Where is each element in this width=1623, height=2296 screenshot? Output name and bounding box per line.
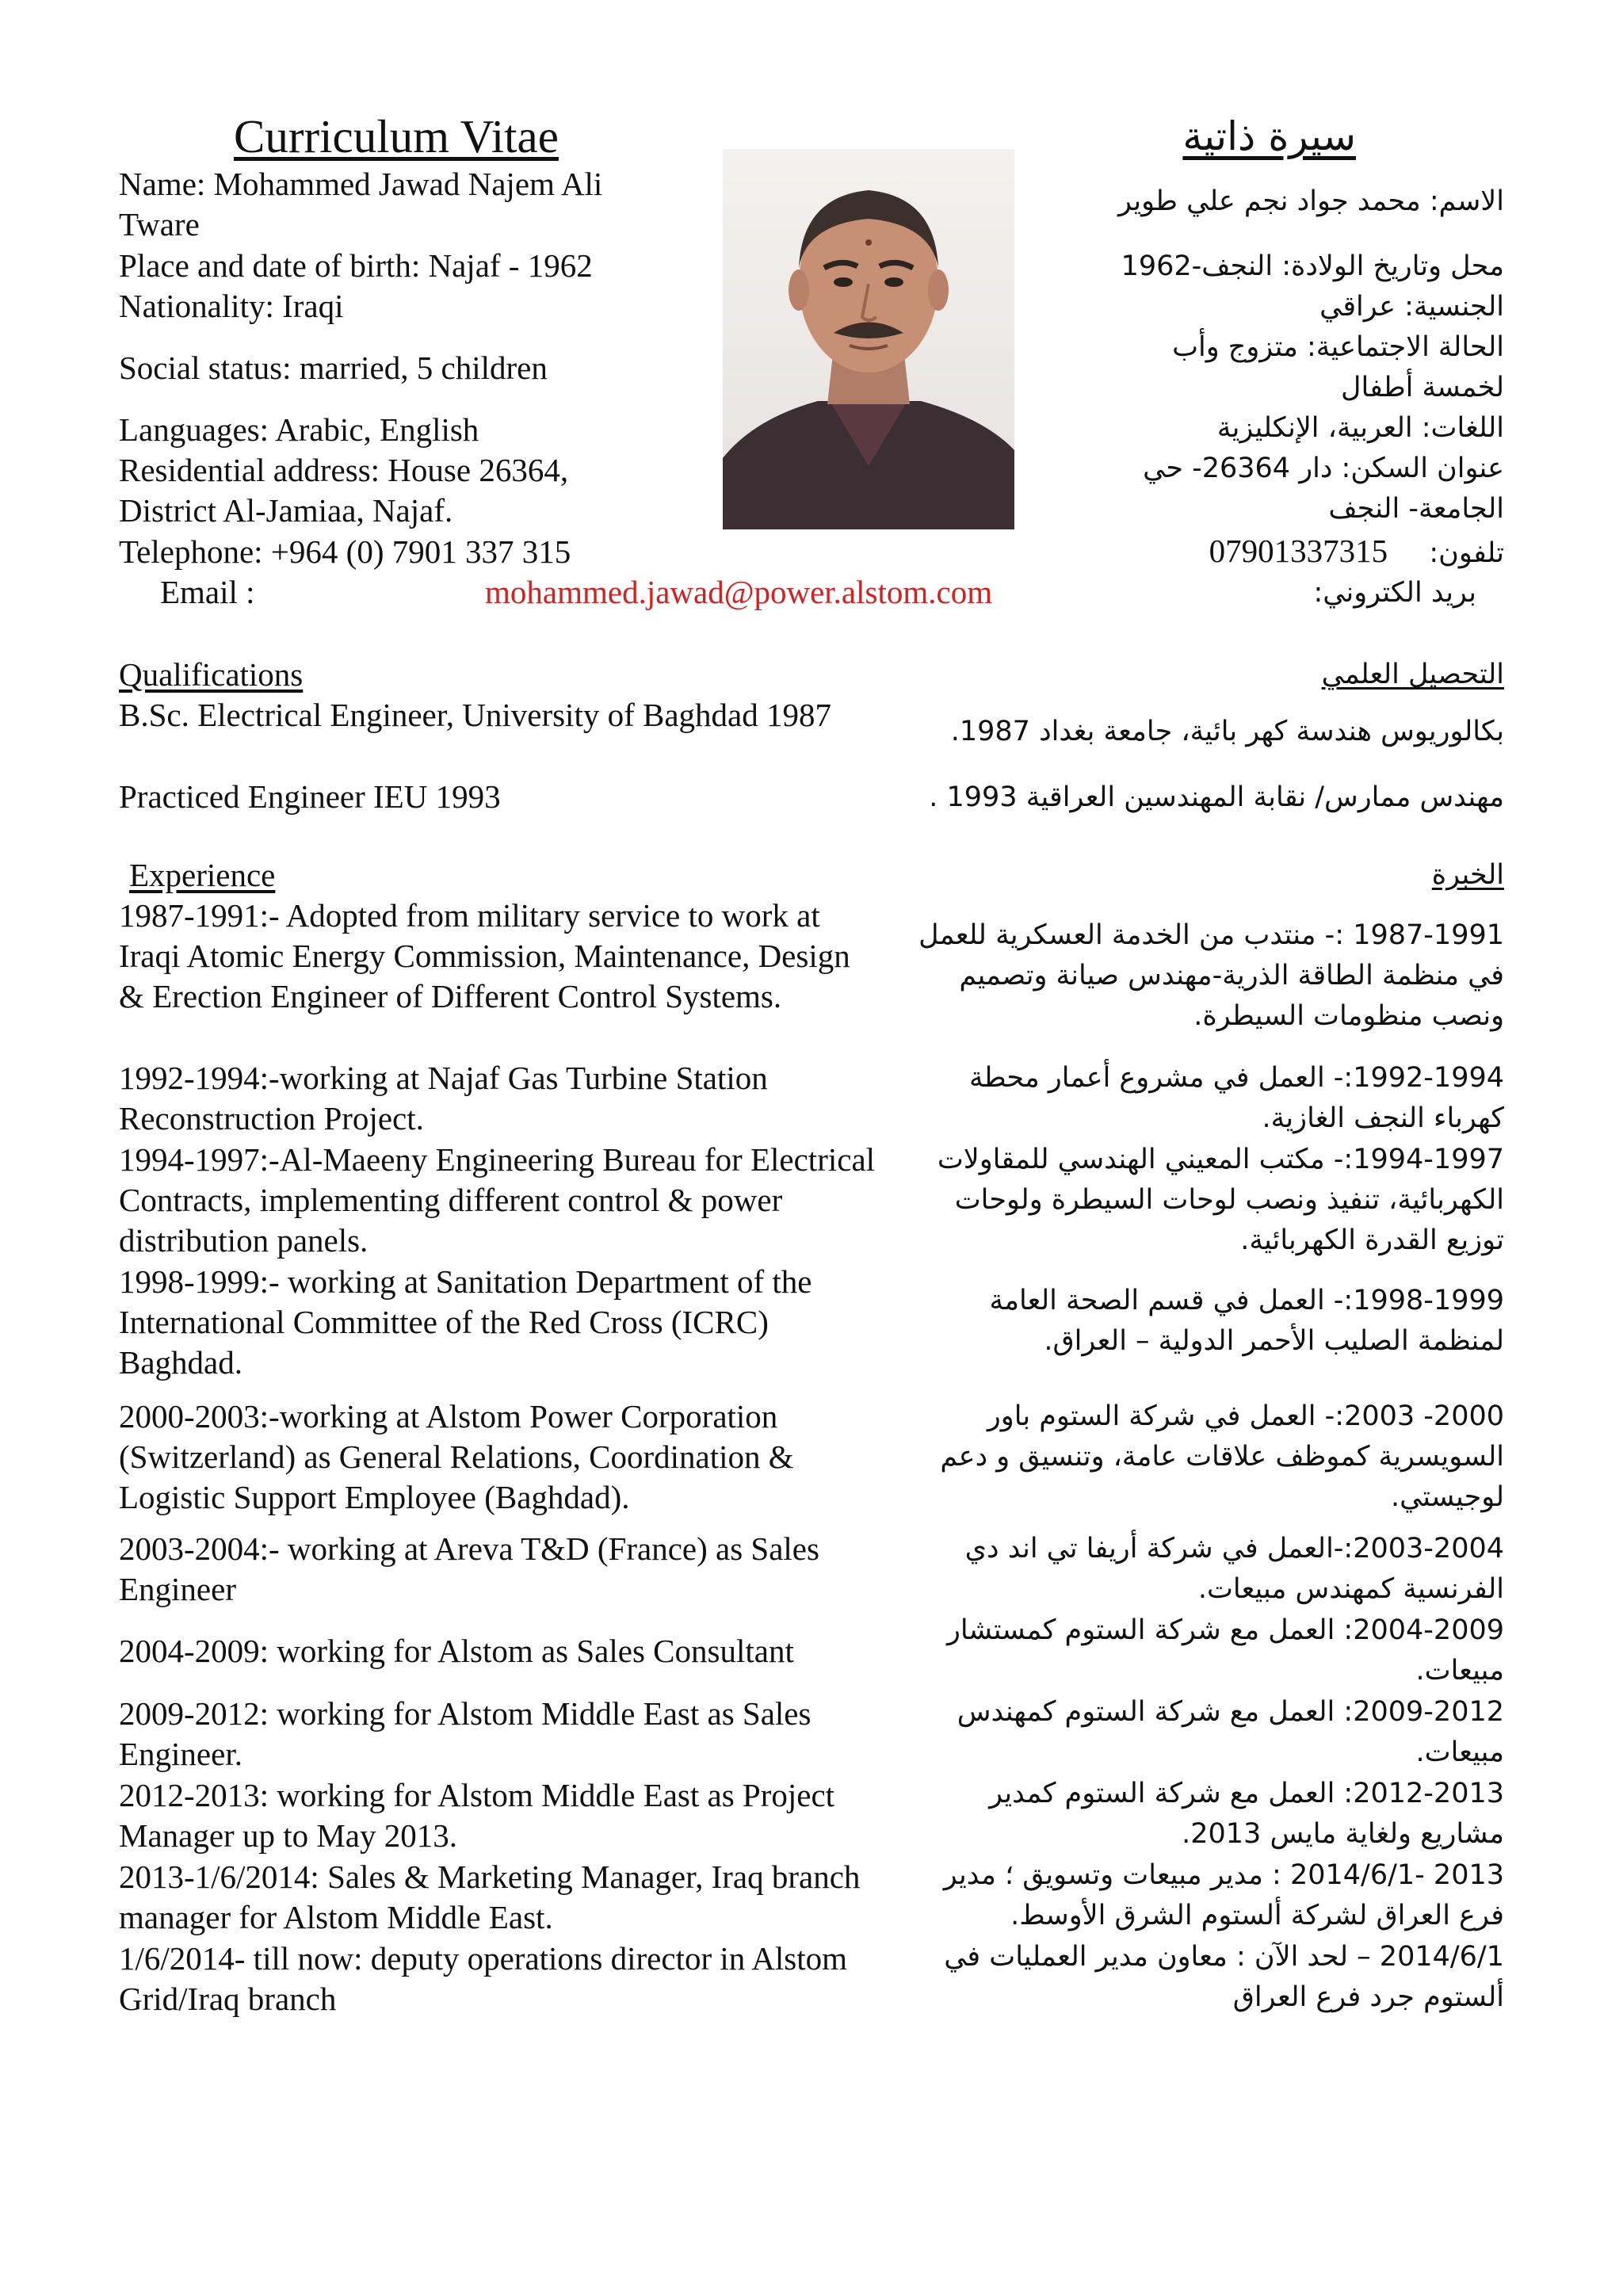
experience-item-ar: 1992-1994:- العمل في مشروع أعمار محطة كهرباء النجف الغازية. — [968, 1062, 1504, 1134]
experience-item-ar: 1994-1997:- مكتب المعيني الهندسي للمقاولات الكهربائية، تنفيذ ونصب لوحات السيطرة ولوحات توزيع القدرة الكهربائية. — [937, 1144, 1504, 1256]
address-ar: عنوان السكن: دار 26364- حي الجامعة- النجف — [1143, 453, 1504, 525]
birth-ar: محل وتاريخ الولادة: النجف-1962 — [1121, 250, 1504, 282]
address-en: Residential address: House 26364, District Al-Jamiaa, Najaf. — [119, 452, 569, 529]
portrait-illustration — [723, 149, 1014, 529]
portrait-photo — [723, 149, 1014, 529]
experience-item-ar: 1987-1991 :- منتدب من الخدمة العسكرية للعمل في منظمة الطاقة الذرية-مهندس صيانة وتصميم ونصب منظومات السيطرة. — [918, 919, 1504, 1032]
birth-en: Place and date of birth: Najaf - 1962 — [119, 247, 593, 284]
experience-item-en: 2012-2013: working for Alstom Middle East as Project Manager up to May 2013. — [119, 1777, 835, 1854]
languages-en: Languages: Arabic, English — [119, 411, 479, 448]
qualifications-heading-ar: التحصيل العلمي — [1321, 659, 1504, 690]
social-status-ar: الحالة الاجتماعية: متزوج وأب لخمسة أطفال — [1172, 331, 1504, 403]
experience-item-ar: 2009-2012: العمل مع شركة الستوم كمهندس مبيعات. — [957, 1696, 1504, 1768]
email-link[interactable]: mohammed.jawad@power.alstom.com — [485, 574, 993, 610]
experience-item-ar: 2014/6/1 – لحد الآن : معاون مدير العمليات في ألستوم جرد فرع العراق — [944, 1941, 1504, 2013]
experience-item-en: 1987-1991:- Adopted from military service to work at Iraqi Atomic Energy Commission, Maintenance, Design & Erection Engineer of Different Control Systems. — [119, 897, 850, 1014]
experience-item-ar: 1998-1999:- العمل في قسم الصحة العامة لمنظمة الصليب الأحمر الدولية – العراق. — [989, 1285, 1504, 1357]
experience-item-en: 2009-2012: working for Alstom Middle East as Sales Engineer. — [119, 1695, 812, 1772]
social-status-en: Social status: married, 5 children — [119, 350, 548, 386]
telephone-number-ar: 07901337315 — [1209, 533, 1388, 569]
email-label-ar: بريد الكتروني: — [1313, 577, 1476, 609]
experience-item-ar: 2000- 2003:- العمل في شركة الستوم باور السويسرية كموظف علاقات عامة، وتنسيق و دعم لوجيستي. — [940, 1400, 1504, 1513]
telephone-label-ar: تلفون: — [1429, 537, 1504, 569]
experience-item-en: 2004-2009: working for Alstom as Sales Consultant — [119, 1633, 794, 1669]
nationality-en: Nationality: Iraqi — [119, 288, 344, 324]
email-label-en: Email : — [160, 574, 255, 610]
title-arabic: سيرة ذاتية — [1182, 113, 1356, 159]
name-en: Name: Mohammed Jawad Najem Ali Tware — [119, 166, 603, 243]
telephone-en: Telephone: +964 (0) 7901 337 315 — [119, 533, 571, 570]
experience-heading-ar: الخبرة — [1431, 859, 1504, 891]
experience-item-ar: 2013 -2014/6/1 : مدير مبيعات وتسويق ؛ مدير فرع العراق لشركة ألستوم الشرق الأوسط. — [943, 1859, 1504, 1931]
experience-heading-en: Experience — [129, 857, 276, 893]
experience-item-en: 1998-1999:- working at Sanitation Department of the International Committee of the Red Cross (ICRC) Baghdad. — [119, 1263, 812, 1381]
languages-ar: اللغات: العربية، الإنكليزية — [1216, 412, 1504, 444]
experience-item-en: 2000-2003:-working at Alstom Power Corporation (Switzerland) as General Relations, Coordination & Logistic Support Employee (Baghdad). — [119, 1398, 794, 1515]
nationality-ar: الجنسية: عراقي — [1319, 291, 1504, 323]
qualification-item-en: B.Sc. Electrical Engineer, University of Baghdad 1987 — [119, 697, 831, 733]
experience-item-ar: 2004-2009: العمل مع شركة الستوم كمستشار مبيعات. — [946, 1614, 1504, 1687]
experience-item-en: 1/6/2014- till now: deputy operations director in Alstom Grid/Iraq branch — [119, 1940, 847, 2017]
experience-item-en: 2013-1/6/2014: Sales & Marketing Manager, Iraq branch manager for Alstom Middle East. — [119, 1859, 861, 1935]
experience-item-en: 1992-1994:-working at Najaf Gas Turbine Station Reconstruction Project. — [119, 1060, 768, 1137]
qualification-item-ar: مهندس ممارس/ نقابة المهندسين العراقية 1993 . — [929, 781, 1504, 813]
telephone-ar — [1060, 531, 1504, 574]
experience-item-ar: 2012-2013: العمل مع شركة الستوم كمدير مشاريع ولغاية مايس 2013. — [989, 1778, 1504, 1850]
experience-item-ar: 2003-2004:-العمل في شركة أريفا تي اند دي الفرنسية كمهندس مبيعات. — [964, 1533, 1504, 1605]
title-english: Curriculum Vitae — [234, 110, 559, 162]
experience-item-en: 1994-1997:-Al-Maeeny Engineering Bureau for Electrical Contracts, implementing different control & power distribution panels. — [119, 1141, 876, 1259]
qualification-item-en: Practiced Engineer IEU 1993 — [119, 778, 501, 815]
qualifications-heading-en: Qualifications — [119, 656, 304, 693]
name-ar: الاسم: محمد جواد نجم علي طوير — [1118, 185, 1504, 217]
qualification-item-ar: بكالوريوس هندسة كهر بائية، جامعة بغداد 1987. — [950, 716, 1504, 747]
experience-item-en: 2003-2004:- working at Areva T&D (France) as Sales Engineer — [119, 1530, 819, 1607]
